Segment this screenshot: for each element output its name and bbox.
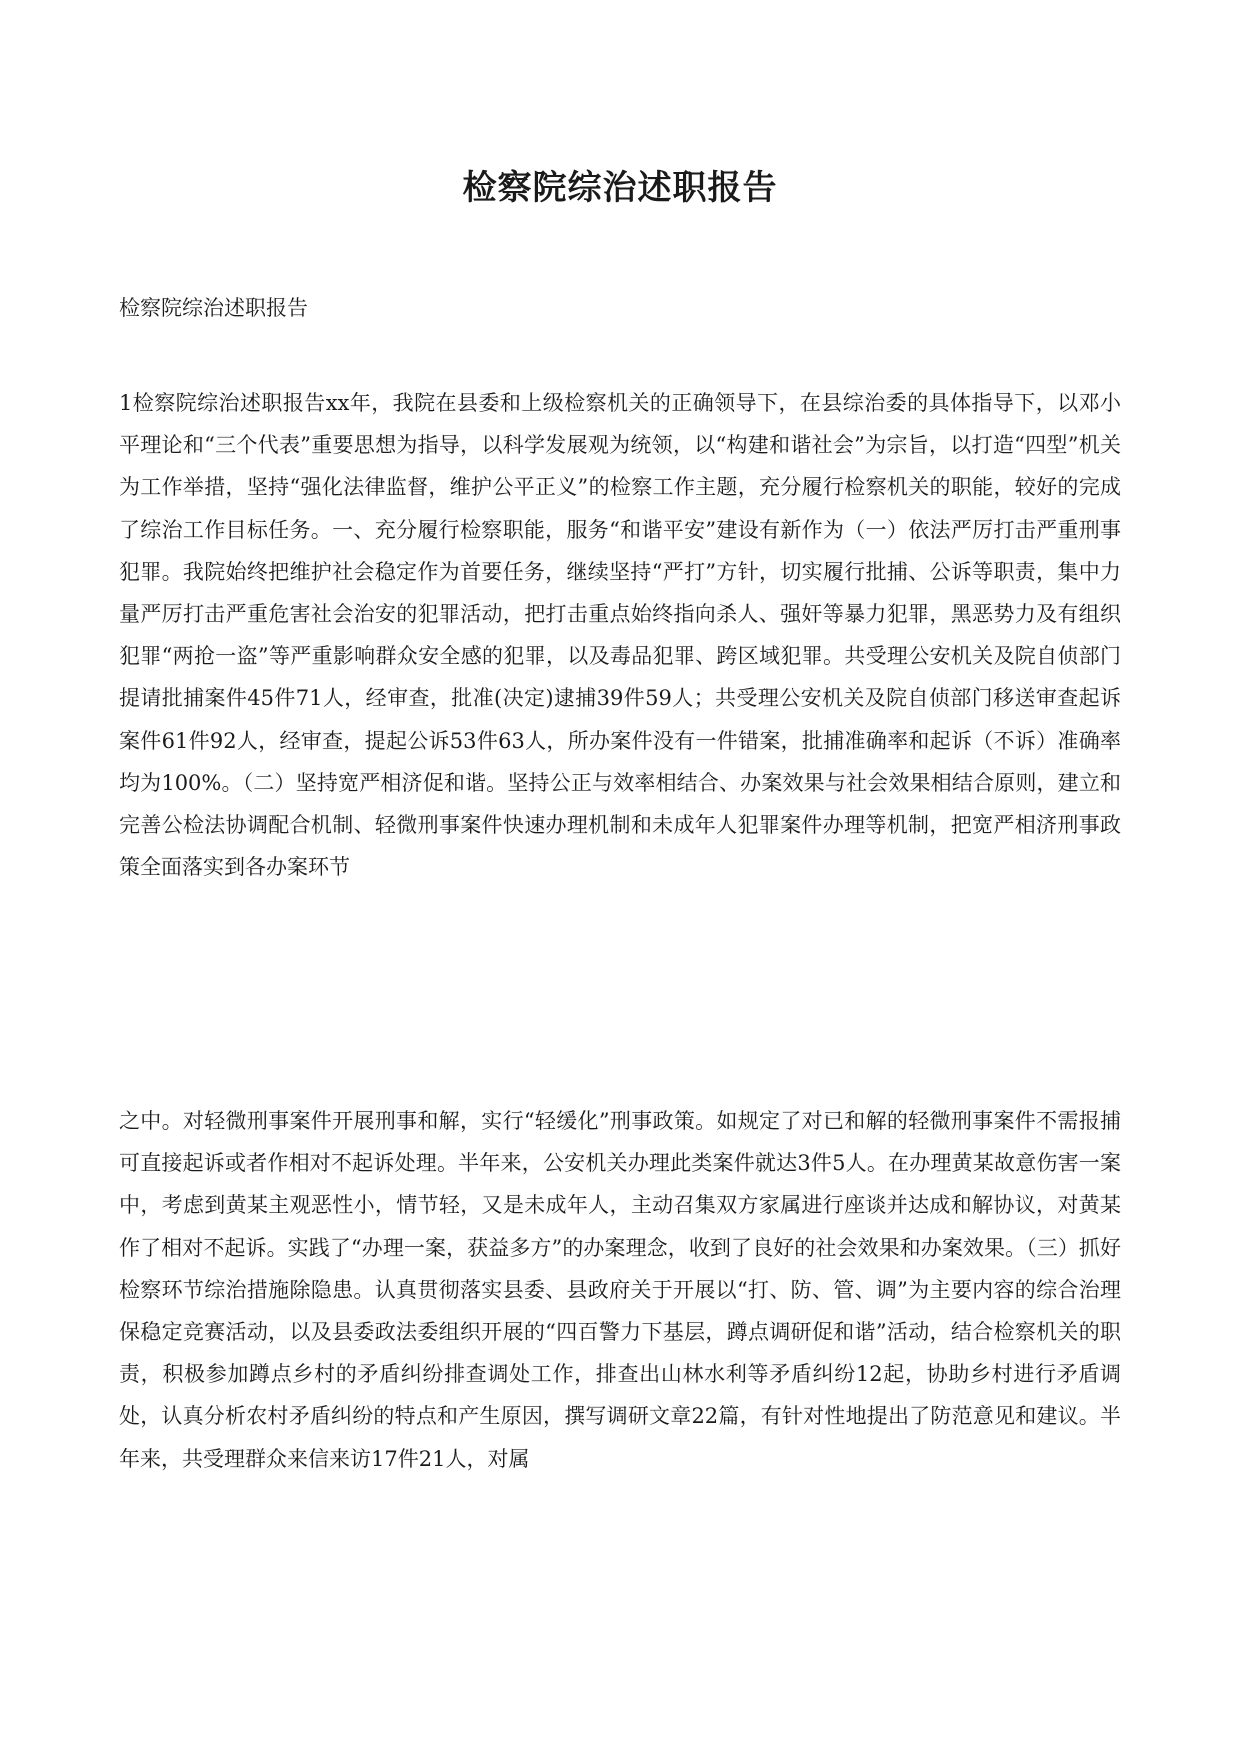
document-title: 检察院综治述职报告 <box>462 168 778 208</box>
document-subtitle: 检察院综治述职报告 <box>119 296 308 320</box>
body-paragraph-2: 之中。对轻微刑事案件开展刑事和解，实行“轻缓化”刑事政策。如规定了对已和解的轻微刑事案件不需报捕可直接起诉或者作相对不起诉处理。半年来，公安机关办理此类案件就达3件5人。在办理黄某故意伤害一案中，考虑到黄某主观恶性小，情节轻，又是未成年人，主动召集双方家属进行座谈并达成和解协议，对黄某作了相对不起诉。实践了“办理一案，获益多方”的办案理念，收到了良好的社会效果和办案效果。（三）抓好检察环节综治措施除隐患。认真贯彻落实县委、县政府关于开展以“打、防、管、调”为主要内容的综合治理保稳定竞赛活动，以及县委政法委组织开展的“四百警力下基层，蹲点调研促和谐”活动，结合检察机关的职责，积极参加蹲点乡村的矛盾纠纷排查调处工作，排查出山林水利等矛盾纠纷12起，协助乡村进行矛盾调处，认真分析农村矛盾纠纷的特点和产生原因，撰写调研文章22篇，有针对性地提出了防范意见和建议。半年来，共受理群众来信来访17件21人，对属 <box>119 1109 1121 1471</box>
body-paragraph-1: 1检察院综治述职报告xx年，我院在县委和上级检察机关的正确领导下，在县综治委的具体指导下，以邓小平理论和“三个代表”重要思想为指导，以科学发展观为统领，以“构建和谐社会”为宗旨，以打造“四型”机关为工作举措，坚持“强化法律监督，维护公平正义”的检察工作主题，充分履行检察机关的职能，较好的完成了综治工作目标任务。一、充分履行检察职能，服务“和谐平安”建设有新作为（一）依法严厉打击严重刑事犯罪。我院始终把维护社会稳定作为首要任务，继续坚持“严打”方针，切实履行批捕、公诉等职责，集中力量严厉打击严重危害社会治安的犯罪活动，把打击重点始终指向杀人、强奸等暴力犯罪，黑恶势力及有组织犯罪“两抢一盗”等严重影响群众安全感的犯罪，以及毒品犯罪、跨区域犯罪。共受理公安机关及院自侦部门提请批捕案件45件71人，经审查，批准(决定)逮捕39件59人；共受理公安机关及院自侦部门移送审查起诉案件61件92人，经审查，提起公诉53件63人，所办案件没有一件错案，批捕准确率和起诉（不诉）准确率均为100%。（二）坚持宽严相济促和谐。坚持公正与效率相结合、办案效果与社会效果相结合原则，建立和完善公检法协调配合机制、轻微刑事案件快速办理机制和未成年人犯罪案件办理等机制，把宽严相济刑事政策全面落实到各办案环节 <box>119 391 1121 880</box>
